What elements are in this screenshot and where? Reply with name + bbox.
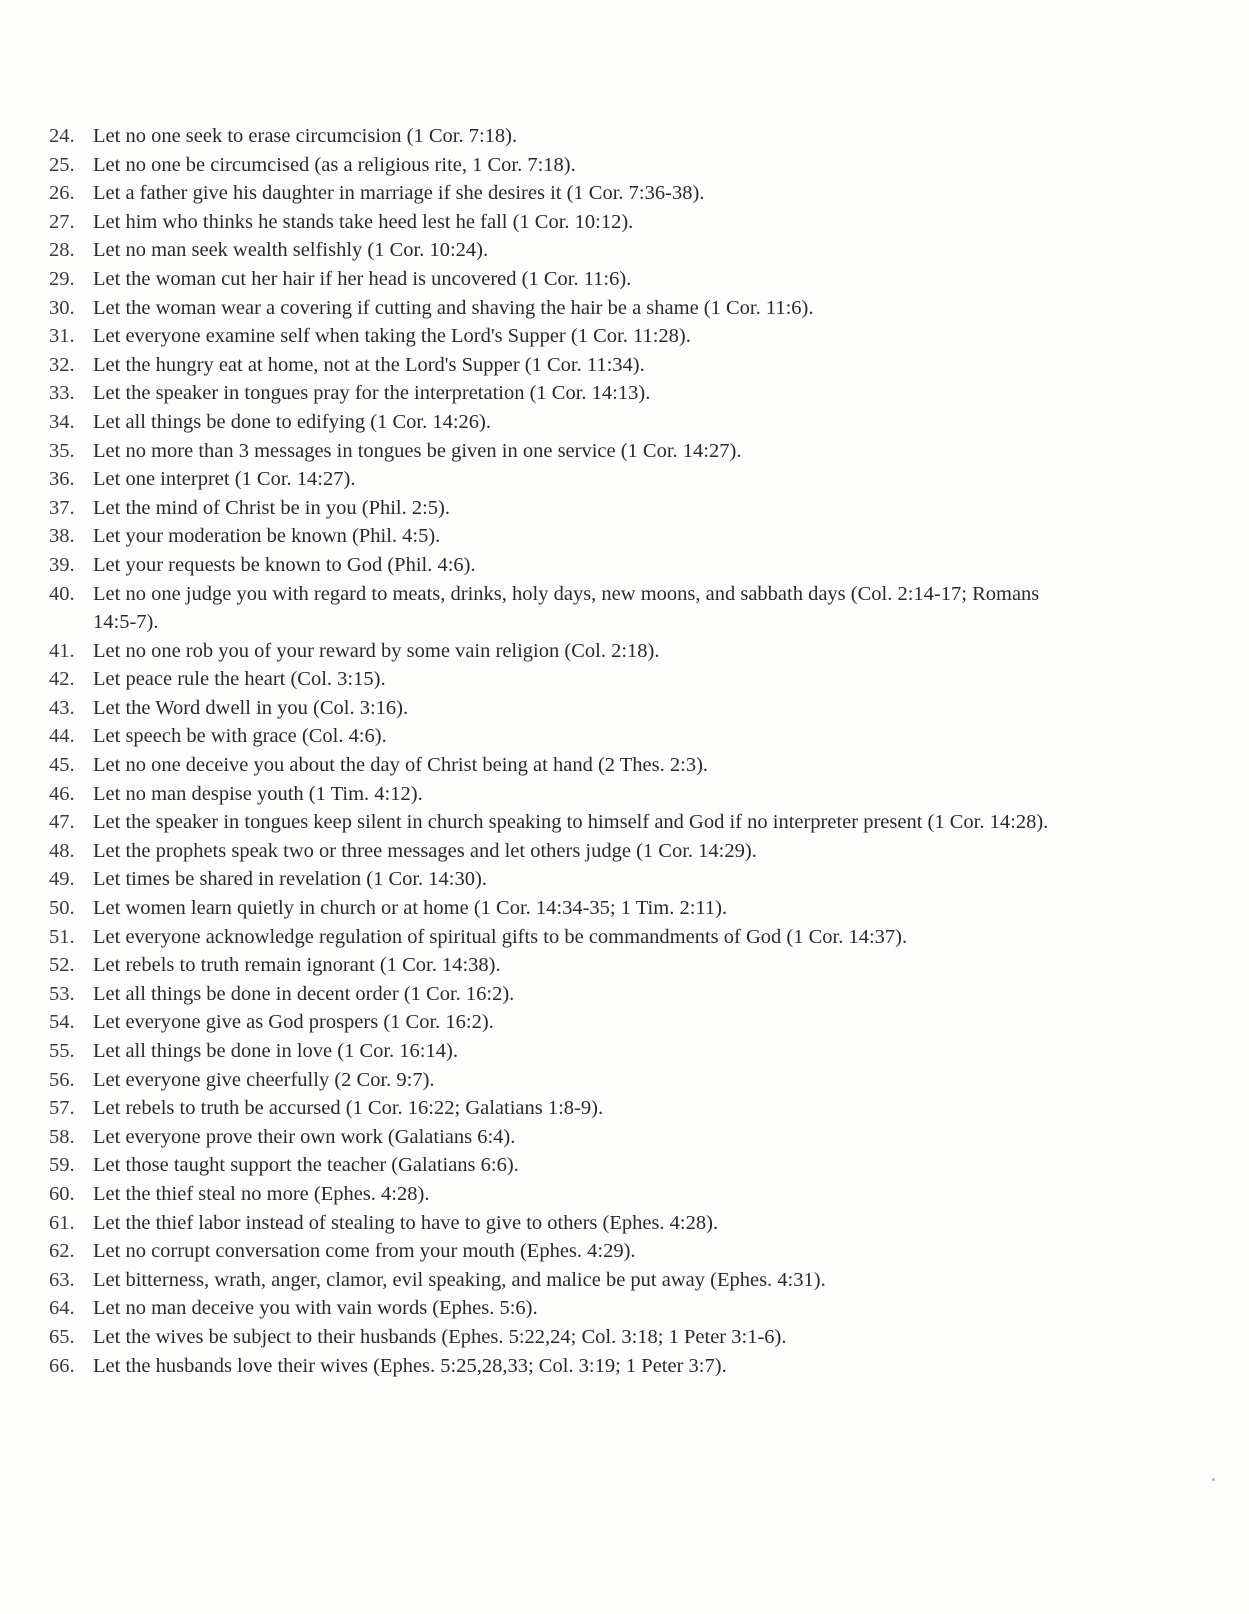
item-number: 33. — [49, 382, 75, 405]
item-number: 44. — [49, 725, 75, 748]
item-number: 61. — [49, 1211, 75, 1234]
item-text: Let the mind of Christ be in you (Phil. 2:5). — [93, 496, 451, 519]
item-text: Let speech be with grace (Col. 4:6). — [93, 725, 387, 748]
item-text: Let times be shared in revelation (1 Cor. 14:30). — [93, 868, 487, 891]
item-text: Let rebels to truth remain ignorant (1 Cor. 14:38). — [93, 954, 501, 977]
list-item — [49, 151, 1049, 180]
list-item — [49, 751, 1049, 780]
list-item — [49, 1094, 1049, 1123]
item-number: 40. — [49, 582, 75, 605]
item-text: Let a father give his daughter in marriage if she desires it (1 Cor. 7:36-38). — [93, 182, 705, 205]
item-number: 28. — [49, 239, 75, 262]
item-number: 27. — [49, 210, 75, 233]
item-text: Let the hungry eat at home, not at the Lord's Supper (1 Cor. 11:34). — [93, 353, 645, 376]
item-text: Let no corrupt conversation come from your mouth (Ephes. 4:29). — [93, 1240, 636, 1263]
item-text: Let women learn quietly in church or at home (1 Cor. 14:34-35; 1 Tim. 2:11). — [93, 897, 728, 920]
item-number: 30. — [49, 296, 75, 319]
list-item — [49, 494, 1049, 523]
list-item — [49, 1237, 1049, 1266]
list-item — [49, 465, 1049, 494]
list-item — [49, 1266, 1049, 1295]
list-item — [49, 408, 1049, 437]
item-text: Let your requests be known to God (Phil. 4:6). — [93, 553, 476, 576]
item-number: 34. — [49, 410, 75, 433]
item-text: Let the speaker in tongues pray for the interpretation (1 Cor. 14:13). — [93, 382, 651, 405]
item-text: Let rebels to truth be accursed (1 Cor. 16:22; Galatians 1:8-9). — [93, 1097, 604, 1120]
numbered-list — [49, 122, 1049, 1380]
item-number: 60. — [49, 1182, 75, 1205]
item-text: Let the woman cut her hair if her head is uncovered (1 Cor. 11:6). — [93, 267, 632, 290]
item-text: Let no man seek wealth selfishly (1 Cor. 10:24). — [93, 239, 489, 262]
list-item — [49, 1209, 1049, 1238]
list-item — [49, 1123, 1049, 1152]
item-number: 63. — [49, 1268, 75, 1291]
item-number: 48. — [49, 839, 75, 862]
item-number: 47. — [49, 811, 75, 834]
item-number: 65. — [49, 1325, 75, 1348]
item-number: 52. — [49, 954, 75, 977]
item-number: 55. — [49, 1040, 75, 1062]
item-text: Let no one rob you of your reward by some vain religion (Col. 2:18). — [93, 639, 660, 662]
item-text: Let no man despise youth (1 Tim. 4:12). — [93, 782, 423, 805]
list-item — [49, 980, 1049, 1009]
item-text: Let all things be done to edifying (1 Cor. 14:26). — [93, 410, 491, 433]
list-item — [49, 580, 1049, 637]
list-item — [49, 179, 1049, 208]
item-number: 62. — [49, 1240, 75, 1263]
item-text: Let everyone give as God prospers (1 Cor. 16:2). — [93, 1011, 494, 1034]
item-number: 24. — [49, 125, 75, 147]
item-text: Let everyone examine self when taking the Lord's Supper (1 Cor. 11:28). — [93, 325, 691, 348]
list-item — [49, 522, 1049, 551]
item-number: 29. — [49, 267, 75, 290]
item-text: Let the thief labor instead of stealing to have to give to others (Ephes. 4:28). — [93, 1211, 719, 1234]
item-number: 66. — [49, 1354, 75, 1377]
list-item — [49, 551, 1049, 580]
item-text: Let all things be done in decent order (1 Cor. 16:2). — [93, 982, 515, 1005]
item-number: 50. — [49, 897, 75, 920]
item-text: Let no man deceive you with vain words (Ephes. 5:6). — [93, 1297, 538, 1320]
list-item — [49, 208, 1049, 237]
item-text: Let the Word dwell in you (Col. 3:16). — [93, 696, 409, 719]
list-item — [49, 322, 1049, 351]
list-item — [49, 1037, 1049, 1066]
item-text: Let the speaker in tongues keep silent in church speaking to himself and God if no interpreter present (1 Cor. 14:28). — [93, 811, 1049, 834]
scan-speck — [1212, 1478, 1215, 1481]
item-number: 45. — [49, 754, 75, 777]
list-item — [49, 1352, 1049, 1381]
item-number: 49. — [49, 868, 75, 891]
list-item — [49, 437, 1049, 466]
list-item — [49, 865, 1049, 894]
item-text: Let him who thinks he stands take heed lest he fall (1 Cor. 10:12). — [93, 210, 634, 233]
item-number: 54. — [49, 1011, 75, 1034]
item-text: Let the prophets speak two or three messages and let others judge (1 Cor. 14:29). — [93, 839, 757, 862]
item-number: 57. — [49, 1097, 75, 1120]
item-text: Let no one judge you with regard to meats, drinks, holy days, new moons, and sabbath days (Col. 2:14-17; Romans 14:5-7). — [93, 582, 1040, 634]
list-item — [49, 1151, 1049, 1180]
item-text: Let all things be done in love (1 Cor. 16:14). — [93, 1040, 458, 1062]
item-number: 35. — [49, 439, 75, 462]
list-item — [49, 722, 1049, 751]
list-item — [49, 694, 1049, 723]
item-text: Let no one be circumcised (as a religious rite, 1 Cor. 7:18). — [93, 153, 576, 176]
item-number: 26. — [49, 182, 75, 205]
list-item — [49, 780, 1049, 809]
list-item — [49, 294, 1049, 323]
item-number: 58. — [49, 1125, 75, 1148]
item-text: Let one interpret (1 Cor. 14:27). — [93, 468, 356, 491]
item-number: 56. — [49, 1068, 75, 1091]
item-number: 25. — [49, 153, 75, 176]
item-text: Let those taught support the teacher (Galatians 6:6). — [93, 1154, 519, 1177]
list-item — [49, 1180, 1049, 1209]
list-item — [49, 1008, 1049, 1037]
item-number: 39. — [49, 553, 75, 576]
item-text: Let no one deceive you about the day of Christ being at hand (2 Thes. 2:3). — [93, 754, 709, 777]
item-text: Let the wives be subject to their husbands (Ephes. 5:22,24; Col. 3:18; 1 Peter 3:1-6). — [93, 1325, 787, 1348]
list-item — [49, 236, 1049, 265]
item-number: 32. — [49, 353, 75, 376]
list-item — [49, 351, 1049, 380]
list-item — [49, 808, 1049, 837]
list-item — [49, 265, 1049, 294]
list-item — [49, 1323, 1049, 1352]
item-text: Let your moderation be known (Phil. 4:5). — [93, 525, 441, 548]
list-item — [49, 637, 1049, 666]
item-text: Let everyone acknowledge regulation of spiritual gifts to be commandments of God (1 Cor. 14:37). — [93, 925, 908, 948]
list-item — [49, 122, 1049, 151]
item-number: 53. — [49, 982, 75, 1005]
item-text: Let everyone give cheerfully (2 Cor. 9:7). — [93, 1068, 435, 1091]
item-text: Let the husbands love their wives (Ephes. 5:25,28,33; Col. 3:19; 1 Peter 3:7). — [93, 1354, 727, 1377]
item-number: 41. — [49, 639, 75, 662]
item-number: 36. — [49, 468, 75, 491]
item-number: 46. — [49, 782, 75, 805]
item-number: 64. — [49, 1297, 75, 1320]
item-number: 51. — [49, 925, 75, 948]
item-number: 38. — [49, 525, 75, 548]
item-text: Let the thief steal no more (Ephes. 4:28). — [93, 1182, 430, 1205]
item-text: Let the woman wear a covering if cutting and shaving the hair be a shame (1 Cor. 11:6). — [93, 296, 814, 319]
item-number: 42. — [49, 668, 75, 691]
list-item — [49, 923, 1049, 952]
item-text: Let peace rule the heart (Col. 3:15). — [93, 668, 386, 691]
list-item — [49, 1066, 1049, 1095]
list-item — [49, 1294, 1049, 1323]
item-text: Let everyone prove their own work (Galatians 6:4). — [93, 1125, 516, 1148]
list-item — [49, 379, 1049, 408]
list-item — [49, 665, 1049, 694]
item-text: Let bitterness, wrath, anger, clamor, evil speaking, and malice be put away (Ephes. 4:31). — [93, 1268, 826, 1291]
list-item — [49, 951, 1049, 980]
item-number: 31. — [49, 325, 75, 348]
item-number: 37. — [49, 496, 75, 519]
item-text: Let no more than 3 messages in tongues be given in one service (1 Cor. 14:27). — [93, 439, 742, 462]
item-number: 59. — [49, 1154, 75, 1177]
item-text: Let no one seek to erase circumcision (1 Cor. 7:18). — [93, 125, 518, 147]
item-number: 43. — [49, 696, 75, 719]
list-item — [49, 894, 1049, 923]
list-item — [49, 837, 1049, 866]
